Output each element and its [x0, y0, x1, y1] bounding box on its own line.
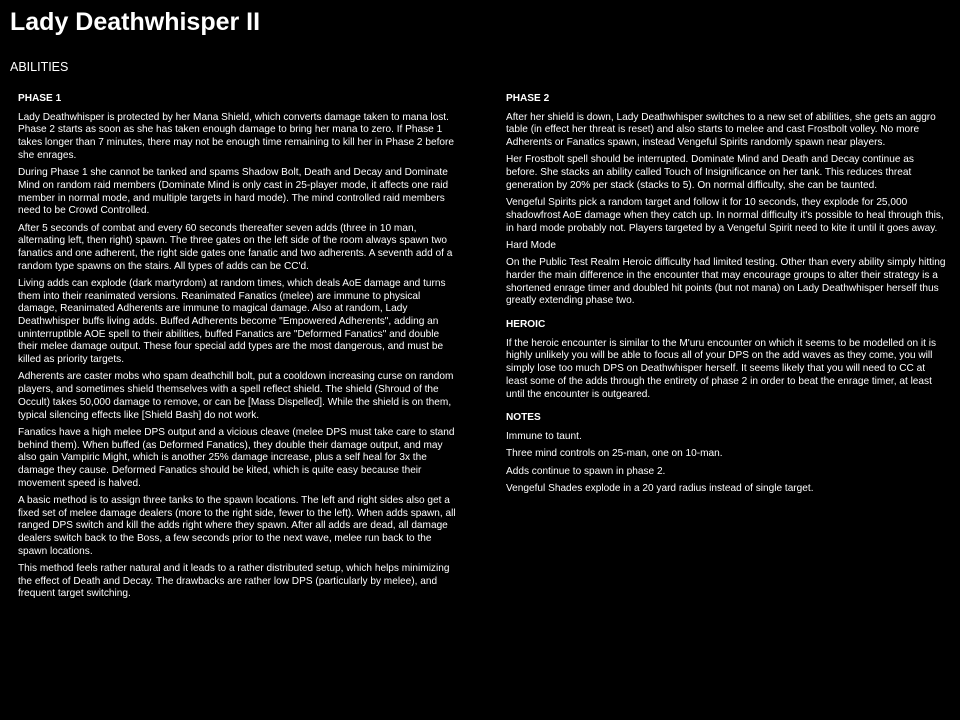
page-title: Lady Deathwhisper II	[10, 8, 261, 36]
notes-item: Immune to taunt.	[506, 431, 582, 443]
phase2-paragraph: Vengeful Spirits pick a random target and follow it for 10 seconds, they explode for 25,000 shadowfrost AoE damage when they catch up. In normal difficulty it's possible to heal through this, in hard mode probably not. Players targeted by a Vengeful Spirit need to kite it until it goes away.	[506, 197, 944, 234]
notes-item: Vengeful Shades explode in a 20 yard radius instead of single target.	[506, 482, 814, 494]
page-subtitle: ABILITIES	[10, 60, 69, 74]
left-column	[18, 93, 459, 606]
phase1-paragraph: Living adds can explode (dark martyrdom) at random times, which deals AoE damage and turns them into their reanimated versions. Reanimated Fanatics (melee) are immune to physical damage, Reanimated Adherents are immune to magical damage. Also at random, Lady Deathwhisper buffs living adds. Buffed Adherents become "Empowered Adherents", adding an uninterruptible AOE spell to their abilities, buffed Fanatics are "Deformed Fanatics" and double their melee damage output. These four special add types are the most dangerous, and must be killed as priority targets.	[18, 277, 446, 366]
hardmode-paragraph: On the Public Test Realm Heroic difficulty had limited testing. Other than every ability simply hitting harder the main difference in the encounter that may encourage groups to alter their strategy is a shortened enrage timer and doubled hit points (but not mana) on Lady Deathwhisper herself thus greatly extending phase two.	[506, 257, 946, 307]
notes-heading: NOTES	[506, 412, 541, 424]
phase2-heading: PHASE 2	[506, 93, 550, 104]
phase2-paragraph: Her Frostbolt spell should be interrupted. Dominate Mind and Death and Decay continue as before. She stacks an ability called Touch of Insignificance on her tank. This reduces threat generation by 20% per stack (stacks to 5). On normal difficulty, she can be taunted.	[506, 154, 914, 191]
notes-item: Three mind controls on 25-man, one on 10-man.	[506, 448, 723, 460]
phase1-heading: PHASE 1	[18, 93, 62, 104]
hardmode-heading: Hard Mode	[506, 239, 556, 251]
phase1-paragraph: A basic method is to assign three tanks to the spawn locations. The left and right sides also get a fixed set of melee damage dealers (more to the right side, fewer to the left). When adds spawn, all ranged DPS switch and kill the adds right where they spawn. After all adds are dead, all damage dealers switch back to the Boss, a few seconds prior to the next wave, melee run back to the spawn locations.	[18, 494, 456, 557]
heroic-heading: HEROIC	[506, 319, 546, 331]
phase2-paragraph: After her shield is down, Lady Deathwhisper switches to a new set of abilities, she gets an aggro table (in effect her threat is reset) and also starts to melee and cast Frostbolt volley. No more Adherents or Fanatics spawn, instead Vengeful Spirits randomly spawn near players.	[506, 111, 936, 149]
phase1-paragraph: After 5 seconds of combat and every 60 seconds thereafter seven adds (three in 10 man, alternating left, then right) spawn. The three gates on the left side of the room always spawn two fanatics and one adherent, the right side gates one fanatic and two adherents. A seventh add of a random type spawns on the stairs. All types of adds can be CC'd.	[18, 222, 453, 272]
right-column	[506, 93, 947, 500]
phase1-paragraph: Fanatics have a high melee DPS output and a vicious cleave (melee DPS must take care to stand behind them). When buffed (as Deformed Fanatics), they double their damage output, and may also gain Vampiric Might, which is another 25% damage increase, plus a self heal for 3x the damage they cause. Deformed Fanatics should be kited, which is quite easy because their movement speed is halved.	[18, 426, 455, 489]
phase1-paragraph: During Phase 1 she cannot be tanked and spams Shadow Bolt, Death and Decay and Dominate Mind on random raid members (Dominate Mind is only cast in 25-player mode, it affects one raid member in normal mode, and multiple targets in hard mode). The mind controlled raid members need to be Crowd Controlled.	[18, 167, 449, 217]
phase1-paragraph: Adherents are caster mobs who spam deathchill bolt, put a cooldown increasing curse on random players, and sometimes shield themselves with a spell reflect shield. The shield (Shroud of the Occult) takes 50,000 damage to remove, or can be [Mass Dispelled]. While the shield is on them, typical silencing effects like [Shield Bash] do not work.	[18, 371, 454, 421]
phase1-paragraph: This method feels rather natural and it leads to a rather distributed setup, which helps minimizing the effect of Death and Decay. The drawbacks are rather low DPS (particularly by melee), and frequent target switching.	[18, 563, 450, 600]
phase1-paragraph: Lady Deathwhisper is protected by her Mana Shield, which converts damage taken to mana lost. Phase 2 starts as soon as she has taken enough damage to bring her mana to zero. If Phase 1 takes longer than 7 minutes, there may not be enough time remaining to kill her in Phase 2 before she enrages.	[18, 111, 454, 161]
notes-item: Adds continue to spawn in phase 2.	[506, 465, 666, 477]
heroic-paragraph: If the heroic encounter is similar to the M'uru encounter on which it seems to be modelled on it is highly unlikely you will be able to focus all of your DPS on the add waves as they come, you will simply lose too much DPS on Deathwhisper herself. It seems likely that you will need to CC at least some of the adds through the entirety of phase 2 in order to beat the enrage timer, at least until the encounter is outgeared.	[506, 337, 937, 400]
